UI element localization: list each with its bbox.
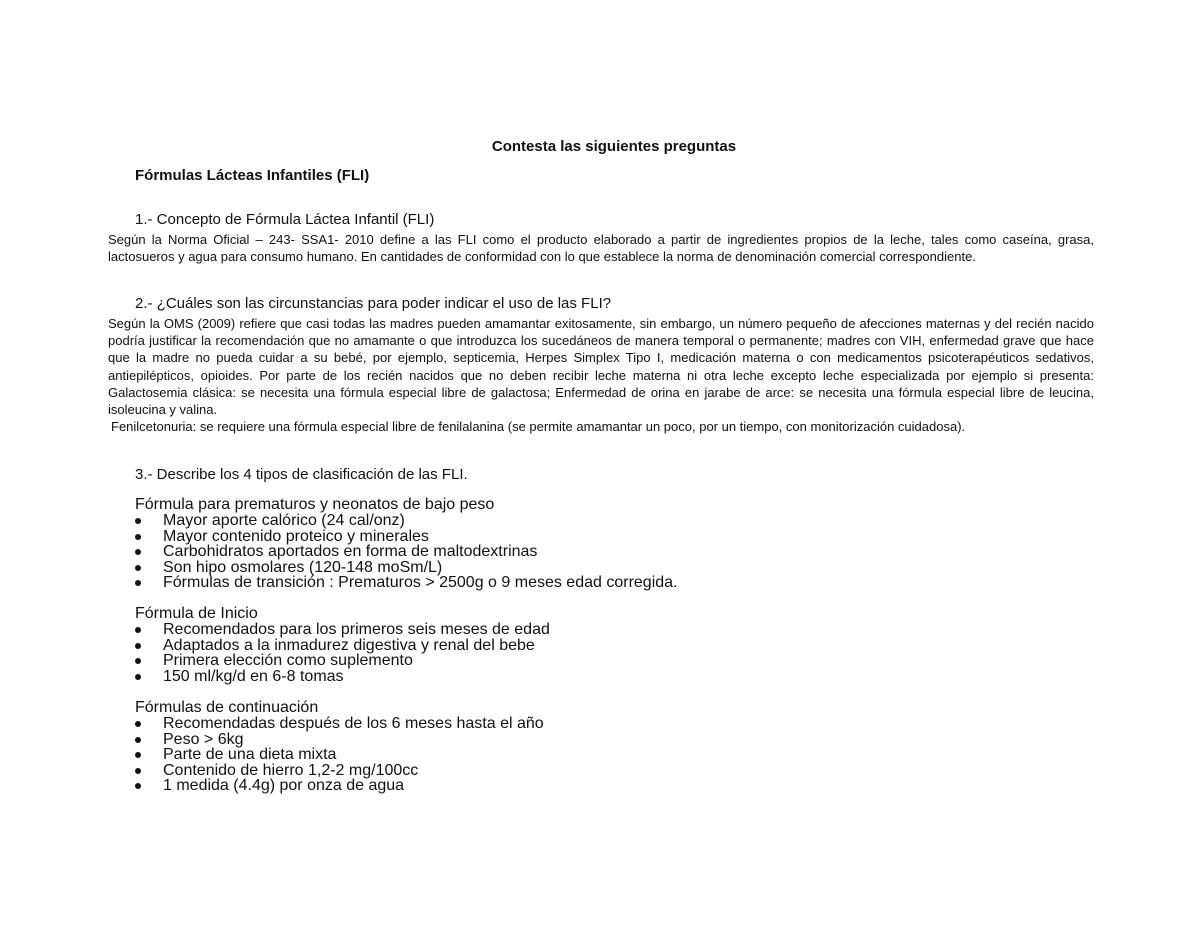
question-3-heading: 3.- Describe los 4 tipos de clasificación de las FLI. (135, 466, 468, 483)
list-item: Recomendadas después de los 6 meses hasta el año (135, 716, 1094, 732)
bullet-icon (135, 534, 141, 540)
bullet-icon (135, 565, 141, 571)
list-item: Fórmulas de transición : Prematuros > 2500g o 9 meses edad corregida. (135, 575, 1094, 591)
question-2-answer-paragraph-2: Fenilcetonuria: se requiere una fórmula especial libre de fenilalanina (se permite amamantar un poco, por un tiempo, con monitorización cuidadosa). (111, 419, 966, 435)
bullet-icon (135, 783, 141, 789)
bullet-icon (135, 580, 141, 586)
question-3-section (108, 466, 1094, 486)
page-title: Contesta las siguientes preguntas (491, 138, 737, 155)
bullet-icon (135, 737, 141, 743)
bullet-list (108, 513, 1094, 591)
bullet-list (108, 716, 1094, 794)
list-item: 1 medida (4.4g) por onza de agua (135, 778, 1094, 794)
list-item: Recomendados para los primeros seis meses de edad (135, 622, 1094, 638)
group-title: Fórmula para prematuros y neonatos de bajo peso (135, 496, 495, 513)
classification-group-starter (108, 606, 1094, 684)
question-2-answer-paragraph-1: Según la OMS (2009) refiere que casi todas las madres pueden amamantar exitosamente, sin embargo, un número pequeño de afecciones maternas y del recién nacido podría justificar la recomendación que no amamante o que introduzca los sucedáneos de manera temporal o permanente; madres con VIH, enfermedad grave que hace que la madre no pueda cuidar a su bebé, por ejemplo, septicemia, Herpes Simplex Tipo I, medicación materna o con medicamentos psicoterapéuticos sedativos, antiepilépticos, opioides. Por parte de los recién nacidos que no deben recibir leche materna ni otra leche excepto leche especializada por ejemplo si presenta: Galactosemia clásica: se necesita una fórmula especial libre de galactosa; Enfermedad de orina en jarabe de arce: se necesita una fórmula especial libre de leucina, isoleucina y valina. (108, 316, 1094, 418)
question-2-section (108, 295, 1094, 435)
list-item: Mayor aporte calórico (24 cal/onz) (135, 513, 1094, 529)
list-item: Peso > 6kg (135, 732, 1094, 748)
list-item: Parte de una dieta mixta (135, 747, 1094, 763)
bullet-icon (135, 674, 141, 680)
group-title: Fórmulas de continuación (135, 699, 319, 716)
question-2-heading: 2.- ¿Cuáles son las circunstancias para poder indicar el uso de las FLI? (135, 295, 612, 312)
bullet-icon (135, 658, 141, 664)
group-title: Fórmula de Inicio (135, 605, 258, 622)
list-item: Carbohidratos aportados en forma de maltodextrinas (135, 544, 1094, 560)
list-item: Mayor contenido proteico y minerales (135, 529, 1094, 545)
bullet-icon (135, 549, 141, 555)
bullet-icon (135, 752, 141, 758)
question-1-heading: 1.- Concepto de Fórmula Láctea Infantil (FLI) (135, 211, 435, 228)
list-item: Primera elección como suplemento (135, 653, 1094, 669)
question-1-section (108, 211, 1094, 265)
list-item: 150 ml/kg/d en 6-8 tomas (135, 669, 1094, 685)
bullet-icon (135, 768, 141, 774)
document-subtitle: Fórmulas Lácteas Infantiles (FLI) (135, 167, 370, 184)
list-item: Contenido de hierro 1,2-2 mg/100cc (135, 763, 1094, 779)
bullet-icon (135, 518, 141, 524)
question-1-answer: Según la Norma Oficial – 243- SSA1- 2010 define a las FLI como el producto elaborado a partir de ingredientes propios de la leche, tales como caseína, grasa, lactosueros y agua para consumo humano. En cantidades de conformidad con lo que establece la norma de denominación comercial correspondiente. (108, 232, 1094, 265)
bullet-icon (135, 627, 141, 633)
bullet-icon (135, 643, 141, 649)
bullet-list (108, 622, 1094, 684)
list-item: Adaptados a la inmadurez digestiva y renal del bebe (135, 638, 1094, 654)
bullet-icon (135, 721, 141, 727)
classification-group-preterm (108, 497, 1094, 591)
classification-group-continuation (108, 700, 1094, 794)
list-item: Son hipo osmolares (120-148 moSm/L) (135, 560, 1094, 576)
